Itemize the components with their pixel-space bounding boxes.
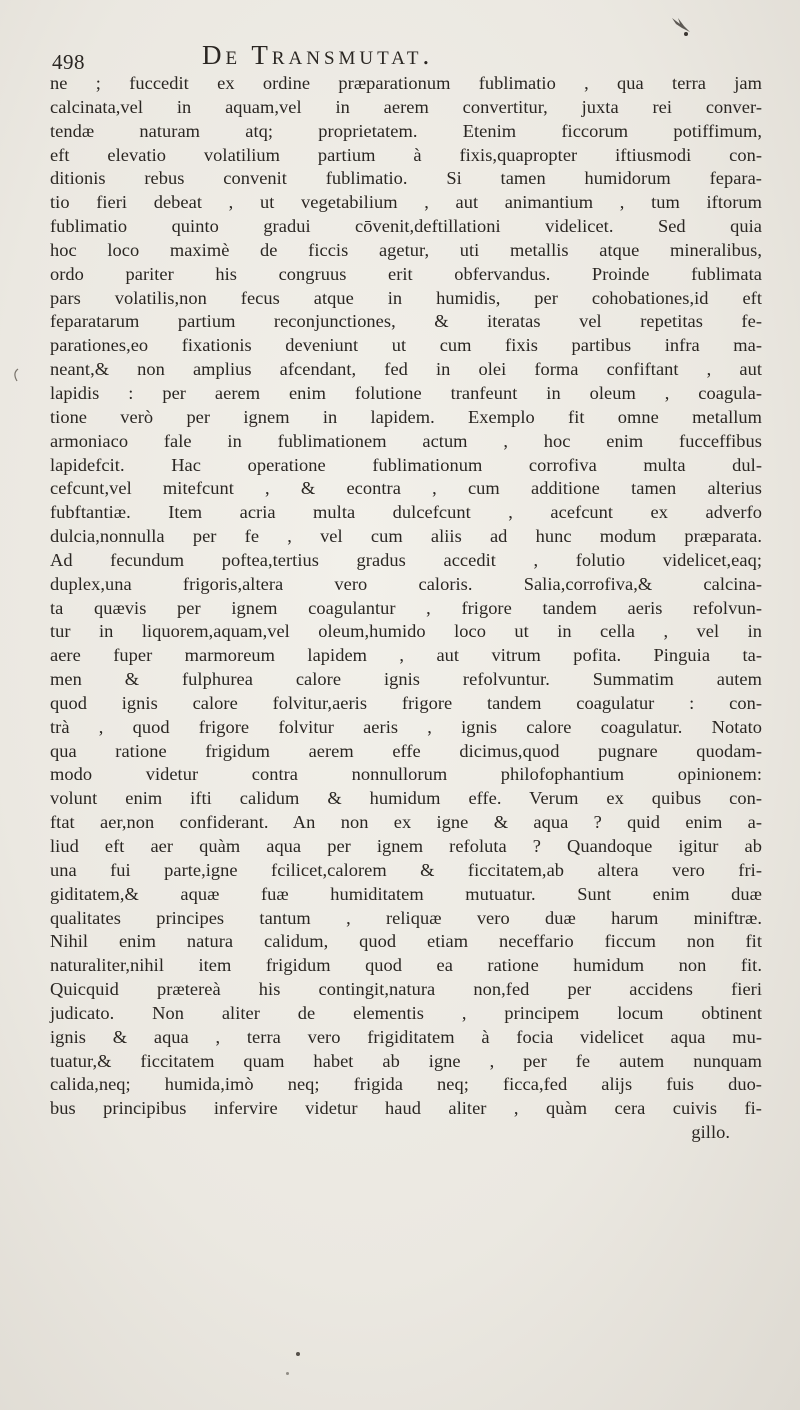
text-line: men & fulphurea calore ignis refolvuntur. Summatim autem bbox=[50, 669, 762, 690]
text-line: Quicquid prætereà his contingit,natura non,fed per accidens fieri bbox=[50, 979, 762, 1000]
text-line: fubftantiæ. Item acria multa dulcefcunt , acefcunt ex adverfo bbox=[50, 502, 762, 523]
paper-speck bbox=[286, 1372, 289, 1375]
text-line: calcinata,vel in aquam,vel in aerem convertitur, juxta rei conver- bbox=[50, 96, 762, 117]
text-line: volunt enim ifti calidum & humidum effe. Verum ex quibus con- bbox=[50, 788, 762, 809]
text-line: modo videtur contra nonnullorum philofophantium opinionem: bbox=[50, 764, 762, 785]
text-line: ordo pariter his congruus erit obfervandus. Proinde fublimata bbox=[50, 263, 762, 284]
text-line: quod ignis calore folvitur,aeris frigore tandem coagulatur : con- bbox=[50, 692, 762, 713]
text-line: ignis & aqua , terra vero frigiditatem à focia videlicet aqua mu- bbox=[50, 1026, 762, 1047]
text-line: feparatarum partium reconjunctiones, & iteratas vel repetitas fe- bbox=[50, 311, 762, 332]
text-line: Ad fecundum poftea,tertius gradus accedit , folutio videlicet,eaq; bbox=[50, 549, 762, 570]
text-line: ditionis rebus convenit fublimatio. Si tamen humidorum fepara- bbox=[50, 168, 762, 189]
body-text bbox=[50, 72, 762, 1145]
text-line: lapidis : per aerem enim folutione tranfeunt in oleum , coagula- bbox=[50, 382, 762, 403]
text-line: una fui parte,igne fcilicet,calorem & ficcitatem,ab altera vero fri- bbox=[50, 859, 762, 880]
text-line: dulcia,nonnulla per fe , vel cum aliis ad hunc modum præparata. bbox=[50, 526, 762, 547]
text-line: hoc loco maximè de ficcis agetur, uti metallis atque mineralibus, bbox=[50, 239, 762, 260]
text-line: tendæ naturam atq; proprietatem. Etenim ficcorum potiffimum, bbox=[50, 120, 762, 141]
text-line: gillo. bbox=[691, 1122, 730, 1143]
text-line: cefcunt,vel mitefcunt , & econtra , cum additione tamen alterius bbox=[50, 478, 762, 499]
text-line: pars volatilis,non fecus atque in humidis, per cohobationes,id eft bbox=[50, 287, 762, 308]
text-line: tuatur,& ficcitatem quam habet ab igne , per fe autem nunquam bbox=[50, 1050, 762, 1071]
text-line: calida,neq; humida,imò neq; frigida neq; ficca,fed alijs fuis duo- bbox=[50, 1074, 762, 1095]
text-line: tione verò per ignem in lapidem. Exemplo fit omne metallum bbox=[50, 406, 762, 427]
text-line: fublimatio quinto gradui cōvenit,deftillationi videlicet. Sed quia bbox=[50, 216, 762, 237]
text-line: duplex,una frigoris,altera vero caloris. Salia,corrofiva,& calcina- bbox=[50, 573, 762, 594]
text-line: trà , quod frigore folvitur aeris , ignis calore coagulatur. Notato bbox=[50, 716, 762, 737]
text-line: judicato. Non aliter de elementis , principem locum obtinent bbox=[50, 1002, 762, 1023]
text-line: qualitates principes tantum , reliquæ vero duæ harum miniftræ. bbox=[50, 907, 762, 928]
ink-blot-mark bbox=[668, 14, 694, 40]
text-line: qua ratione frigidum aerem effe dicimus,quod pugnare quodam- bbox=[50, 740, 762, 761]
text-line: tur in liquorem,aquam,vel oleum,humido loco ut in cella , vel in bbox=[50, 621, 762, 642]
text-line: tio fieri debeat , ut vegetabilium , aut animantium , tum iftorum bbox=[50, 192, 762, 213]
text-line: liud eft aer quàm aqua per ignem refoluta ? Quandoque igitur ab bbox=[50, 836, 762, 856]
text-line: aere fuper marmoreum lapidem , aut vitrum pofita. Pinguia ta- bbox=[50, 645, 762, 666]
text-line: ne ; fuccedit ex ordine præparationum fublimatio , qua terra jam bbox=[50, 73, 762, 93]
text-line: bus principibus infervire videtur haud aliter , quàm cera cuivis fi- bbox=[50, 1098, 762, 1119]
page-number: 498 bbox=[52, 50, 85, 74]
text-line: Nihil enim natura calidum, quod etiam neceffario ficcum non fit bbox=[50, 931, 762, 952]
text-line: lapidefcit. Hac operatione fublimationum corrofiva multa dul- bbox=[50, 454, 762, 475]
text-line: ftat aer,non confiderant. An non ex igne & aqua ? quid enim a- bbox=[50, 812, 762, 833]
text-line: ta quævis per ignem coagulantur , frigore tandem aeris refolvun- bbox=[50, 597, 762, 618]
text-line: armoniaco fale in fublimationem actum , hoc enim fucceffibus bbox=[50, 430, 762, 451]
text-line: neant,& non amplius afcendant, fed in olei forma confiftant , aut bbox=[50, 359, 762, 380]
running-head: De Transmutat. bbox=[202, 40, 434, 70]
margin-mark-icon bbox=[12, 368, 22, 387]
paper-speck bbox=[296, 1352, 300, 1356]
text-line: eft elevatio volatilium partium à fixis,quapropter iftiusmodi con- bbox=[50, 144, 762, 165]
text-line: giditatem,& aquæ fuæ humiditatem mutuatur. Sunt enim duæ bbox=[50, 883, 762, 904]
text-line: parationes,eo fixationis deveniunt ut cum fixis partibus infra ma- bbox=[50, 335, 762, 356]
text-line: naturaliter,nihil item frigidum quod ea ratione humidum non fit. bbox=[50, 955, 762, 976]
